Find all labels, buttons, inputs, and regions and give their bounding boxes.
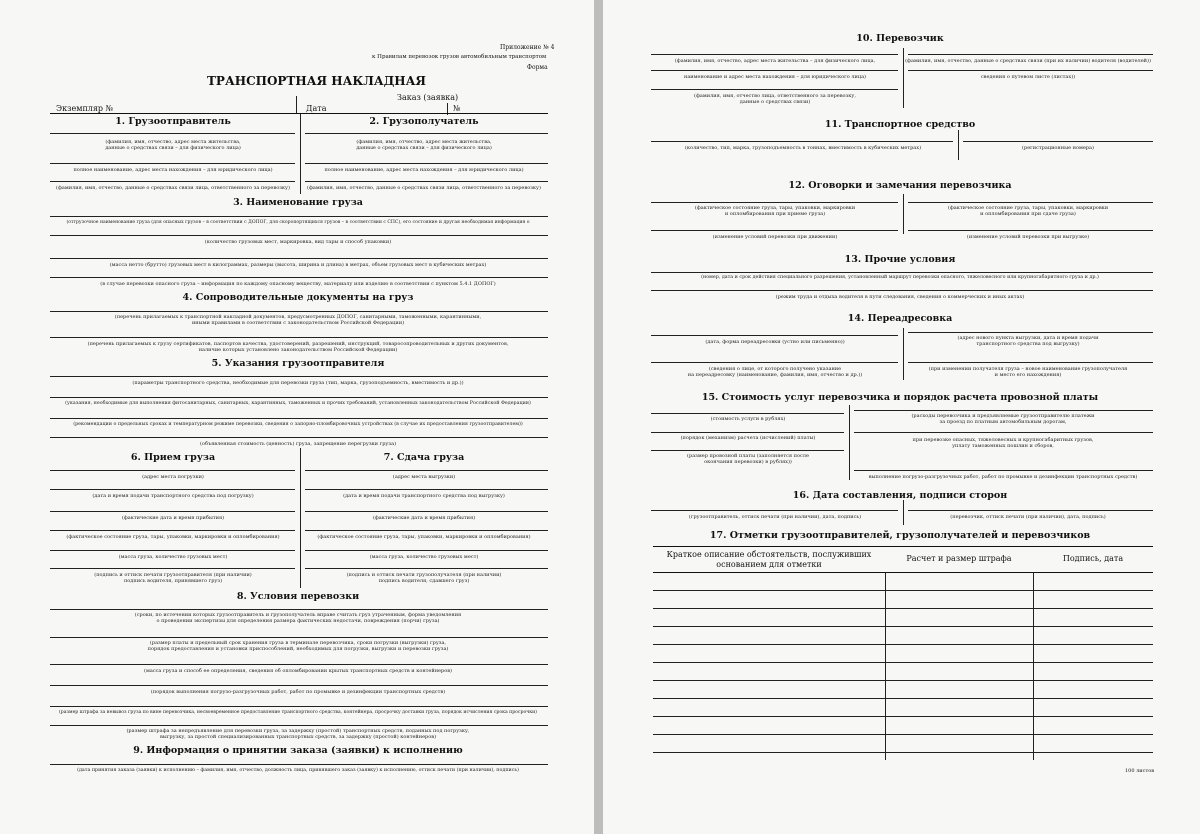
s12-capR1: (фактическое состояние груза, тары, упаковки, маркировки xyxy=(947,205,1109,211)
s6-caption-1: (дата и время подачи транспортного средства под погрузку) xyxy=(92,493,254,499)
s5-cap3: (рекомендации о предельных сроках и температурном режиме перевозки, сведения о запорно-пломбировочных устройствах (в случае их предоставления грузоотправителем)) xyxy=(73,422,523,427)
s1-cap1b: данные о средствах связи – для физического лица) xyxy=(105,145,241,151)
page-right xyxy=(603,0,1200,834)
table-row xyxy=(653,716,1153,717)
s10-capL3b: данные о средствах связи) xyxy=(739,99,811,105)
col-description-header xyxy=(653,550,885,570)
s7-caption-3: (фактическое состояние груза, тары, упаковки, маркировки и опломбирования) xyxy=(317,534,531,540)
table-row xyxy=(653,644,1153,645)
order-label: Заказ (заявка) xyxy=(397,93,459,102)
section-1-heading: 1. Грузоотправитель xyxy=(115,116,231,127)
section-12-heading: 12. Оговорки и замечания перевозчика xyxy=(788,180,1012,191)
s15-capL2: (порядок (механизм) расчета (исчислений) платы) xyxy=(680,435,816,441)
s6-caption-0: (адрес места погрузки) xyxy=(142,474,204,480)
s15-capR1: (расходы перевозчика и предъявляемые грузоотправителю платежи xyxy=(911,413,1095,419)
section-16-heading: 16. Дата составления, подписи сторон xyxy=(792,490,1008,501)
s10-capL3: (фамилия, имя, отчество лица, ответственного за перевозку, xyxy=(694,93,856,99)
footer-sheets: 100 листов xyxy=(1125,768,1155,774)
s2-cap1b: данные о средствах связи – для физического лица) xyxy=(356,145,492,151)
s11-capL: (количество, тип, марка, грузоподъемность в тоннах, вместимость в кубических метрах) xyxy=(684,145,922,151)
s10-capR2: сведения о путевом листе (листах)) xyxy=(980,74,1076,80)
section-4-heading: 4. Сопроводительные документы на груз xyxy=(182,292,414,303)
s10-capR1: (фамилия, имя, отчество, данные о средствах связи (при их наличии) водителя (водителей)) xyxy=(905,58,1151,64)
table-row xyxy=(653,680,1153,681)
s5-cap1: (параметры транспортного средства, необходимые для перевозки груза (тип, марка, грузоподъемность, вместимость и др.)) xyxy=(132,380,464,386)
s3-cap1: (отгрузочное наименование груза (для опасных грузов – в соответствии с ДОПОГ, для скоропортящихся грузов – в соответствии с СПС), его состояние и другая необходимая информация о xyxy=(66,220,530,225)
table-row xyxy=(653,734,1153,735)
col-description-line1: Краткое описание обстоятельств, послуживших xyxy=(666,550,872,559)
s16-capR: (перевозчик, оттиск печати (при наличии), дата, подпись) xyxy=(950,514,1106,520)
s1-cap1: (фамилия, имя, отчество, адрес места жительства, xyxy=(105,139,241,145)
annex-rules: к Правилам перевозок грузов автомобильным транспортом xyxy=(372,54,547,60)
table-row xyxy=(653,698,1153,699)
s13-cap1: (номер, дата и срок действия специального разрешения, установленный маршрут перевозки опасного, тяжеловесного или крупногабаритного груза и др.) xyxy=(701,275,1099,280)
form-label: Форма xyxy=(527,64,548,71)
section-7-heading: 7. Сдача груза xyxy=(383,452,465,463)
s16-capL: (грузоотправитель, оттиск печати (при наличии), дата, подпись) xyxy=(688,514,862,520)
s5-cap4: (объявленная стоимость (ценность) груза, запрещение перегрузки груза) xyxy=(199,441,397,447)
s3-cap3: (масса нетто (брутто) грузовых мест в килограммах, размеры (высота, ширина и длина) в метрах, объем грузовых мест в кубических метрах) xyxy=(109,262,487,268)
s15-capL3: (размер провозной платы (заполняется после xyxy=(687,453,809,459)
s8-cap6: (размер штрафа за непредъявление для перевозки груза, за задержку (простой) транспортных средств, поданных под погрузку, xyxy=(126,728,470,734)
col-penalty-header: Расчет и размер штрафа xyxy=(906,554,1012,563)
s14-capL2b: на переадресовку (наименование, фамилия, имя, отчество и др.)) xyxy=(687,372,863,378)
section-11-heading: 11. Транспортное средство xyxy=(824,119,976,130)
copy-number-label: Экземпляр № xyxy=(56,104,114,113)
section-5-heading: 5. Указания грузоотправителя xyxy=(211,358,385,369)
section-13-heading: 13. Прочие условия xyxy=(844,254,956,265)
document-title: ТРАНСПОРТНАЯ НАКЛАДНАЯ xyxy=(207,74,426,88)
s8-cap3: (масса груза и способ ее определения, сведения об опломбировании крытых транспортных средств и контейнеров) xyxy=(144,668,452,674)
s15-capL1: (стоимость услуги в рублях) xyxy=(710,416,786,422)
s15-capL3b: окончания перевозки) в рублях)) xyxy=(704,459,792,465)
s2-cap2: полное наименование, адрес места нахождения – для юридического лица) xyxy=(324,167,524,173)
s4-cap1b: иными правилами в соответствии с законодательством Российской Федерации) xyxy=(191,320,405,326)
section-6-heading: 6. Прием груза xyxy=(130,452,216,463)
s14-capR2b: и место его нахождения) xyxy=(994,372,1062,378)
annex-number: Приложение № 4 xyxy=(500,44,555,51)
s8-cap1b: о проведении экспертизы для определения размера фактических недостачи, повреждения (порчи) груза) xyxy=(156,618,440,624)
s6-caption-6: подпись водителя, принявшего груз) xyxy=(123,578,223,584)
s2-cap1: (фамилия, имя, отчество, адрес места жительства, xyxy=(356,139,492,145)
s8-cap4: (порядок выполнения погрузо-разгрузочных работ, работ по промывке и дезинфекции транспортных средств) xyxy=(150,689,446,695)
date-label: Дата xyxy=(306,104,327,113)
s7-caption-1: (дата и время подачи транспортного средства под выгрузку) xyxy=(343,493,505,499)
s12-capR2: (изменение условий перевозки при выгрузке) xyxy=(966,234,1090,240)
s14-capR1: (адрес нового пункта выгрузки, дата и время подачи xyxy=(957,335,1099,341)
s7-caption-6: подпись водителя, сдавшего груз) xyxy=(378,578,470,584)
s15-capR3: выполнение погрузо-разгрузочных работ, работ по промывке и дезинфекции транспортных средств) xyxy=(868,474,1138,480)
s14-capL2: (сведения о лице, от которого получено указание xyxy=(708,366,842,372)
table-row xyxy=(653,608,1153,609)
s8-cap1: (сроки, по истечении которых грузоотправитель и грузополучатель вправе считать груз утраченным, форма уведомления xyxy=(134,612,462,618)
section-3-heading: 3. Наименование груза xyxy=(233,197,363,208)
page-left xyxy=(0,0,594,834)
s9-cap1: (дата принятия заказа (заявки) к исполнению – фамилия, имя, отчество, должность лица, принявшего заказ (заявку) к исполнению, оттиск печати (при наличии), подпись) xyxy=(77,768,519,773)
s8-cap5: (размер штрафа за невывоз груза по вине перевозчика, несвоевременное предоставление транспортного средства, контейнера, просрочку доставки груза, порядок исчисления срока просрочки) xyxy=(59,710,537,715)
s4-cap2b: наличие которых установлено законодательством Российской Федерации) xyxy=(198,347,398,353)
s14-capR2: (при изменении получателя груза – новое наименование грузополучателя xyxy=(928,366,1128,372)
s6-caption-5: (подпись и оттиск печати грузоотправителя (при наличии) xyxy=(94,572,252,578)
s4-cap1: (перечень прилагаемых к транспортной накладной документов, предусмотренных ДОПОГ, санитарными, таможенными, карантинными, xyxy=(114,314,482,320)
s15-capR2b: уплату таможенных пошлин и сборов, xyxy=(952,443,1054,449)
s15-capR2: при перевозке опасных, тяжеловесных и крупногабаритных грузов, xyxy=(912,437,1094,443)
s12-capL1b: и опломбирования при приеме груза) xyxy=(724,211,826,217)
s6-caption-2: (фактические дата и время прибытия) xyxy=(121,515,225,521)
s8-cap2b: порядок предоставления и установки приспособлений, необходимых для погрузки, выгрузки и перевозки груза) xyxy=(147,646,449,652)
s10-capL1: (фамилия, имя, отчество, адрес места жительства – для физического лица, xyxy=(674,58,876,64)
number-label: № xyxy=(453,104,461,113)
s12-capL2: (изменение условий перевозки при движении) xyxy=(712,234,838,240)
section-14-heading: 14. Переадресовка xyxy=(847,313,953,324)
section-2-heading: 2. Грузополучатель xyxy=(369,116,479,127)
s11-capR: (регистрационные номера) xyxy=(1022,145,1094,151)
s12-capR1b: и опломбирования при сдаче груза) xyxy=(980,211,1076,217)
section-8-heading: 8. Условия перевозки xyxy=(236,591,360,602)
s13-cap2: (режим труда и отдыха водителя в пути следования, сведения о коммерческих и иных актах) xyxy=(775,294,1025,300)
s14-capR1b: транспортного средства под выгрузку) xyxy=(976,341,1080,347)
s15-capR1b: за проезд по платным автомобильным дорогам, xyxy=(939,419,1067,425)
s7-caption-2: (фактические дата и время прибытия) xyxy=(372,515,476,521)
s14-capL1: (дата, форма переадресовки (устно или письменно)) xyxy=(705,339,845,345)
col-signature-header: Подпись, дата xyxy=(1062,554,1124,563)
s6-caption-4: (масса груза, количество грузовых мест) xyxy=(118,554,228,560)
s7-caption-5: (подпись и оттиск печати грузополучателя (при наличии) xyxy=(346,572,502,578)
s8-cap6b: выгрузку, за простой специализированных транспортных средств, за задержку (простой) контейнеров) xyxy=(159,734,437,740)
section-17-heading: 17. Отметки грузоотправителей, грузополучателей и перевозчиков xyxy=(709,530,1091,541)
table-row xyxy=(653,662,1153,663)
s6-caption-3: (фактическое состояние груза, тары, упаковки, маркировки и опломбирования) xyxy=(66,534,280,540)
table-row xyxy=(653,590,1153,591)
s7-caption-0: (адрес места выгрузки) xyxy=(392,474,456,480)
section-15-heading: 15. Стоимость услуг перевозчика и порядок расчета провозной платы xyxy=(701,392,1099,403)
s2-cap3: (фамилия, имя, отчество, данные о средствах связи лица, ответственного за перевозку) xyxy=(307,185,541,191)
s10-capL2: наименование и адрес места нахождения – для юридического лица) xyxy=(683,74,867,80)
table-row xyxy=(653,626,1153,627)
s1-cap3: (фамилия, имя, отчество, данные о средствах связи лица, ответственного за перевозку) xyxy=(56,185,290,191)
section-9-heading: 9. Информация о принятии заказа (заявки) к исполнению xyxy=(133,745,463,756)
s3-cap2: (количество грузовых мест, маркировка, вид тары и способ упаковки) xyxy=(204,239,392,245)
s1-cap2: полное наименование, адрес места нахождения – для юридического лица) xyxy=(73,167,273,173)
s8-cap2: (размер платы и предельный срок хранения груза в терминале перевозчика, сроки погрузки (выгрузки) груза, xyxy=(149,640,447,646)
s4-cap2: (перечень прилагаемых к грузу сертификатов, паспортов качества, удостоверений, разрешений, инструкций, товаросопроводительных и других документов, xyxy=(87,341,509,347)
col-description-line2: основанием для отметки xyxy=(716,560,822,569)
table-row xyxy=(653,752,1153,753)
s12-capL1: (фактическое состояние груза, тары, упаковки, маркировки xyxy=(694,205,856,211)
s3-cap4: (в случае перевозки опасного груза – информация по каждому опасному веществу, материалу или изделию в соответствии с пунктом 5.4.1 ДОПОГ) xyxy=(100,281,496,287)
s5-cap2: (указания, необходимые для выполнения фитосанитарных, санитарных, карантинных, таможенных и прочих требований, установленных законодательством Российской Федерации) xyxy=(65,401,531,406)
s7-caption-4: (масса груза, количество грузовых мест) xyxy=(369,554,479,560)
section-10-heading: 10. Перевозчик xyxy=(856,33,944,44)
